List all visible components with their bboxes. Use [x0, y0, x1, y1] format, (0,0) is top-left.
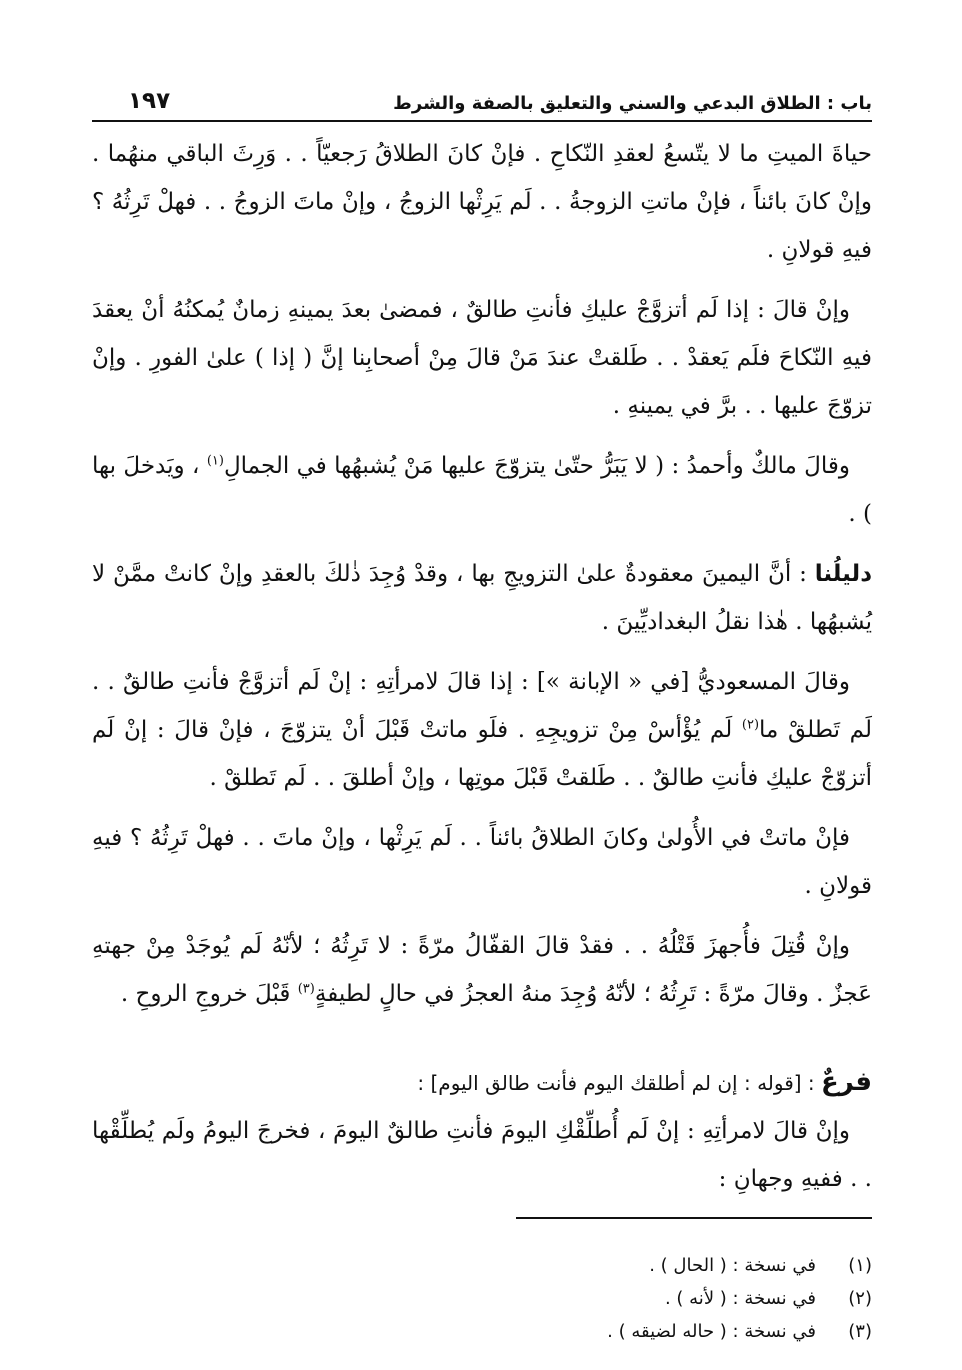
footnote-text: في نسخة : ( لأنه ) .: [664, 1288, 816, 1309]
footnote-ref-1[interactable]: (١): [206, 453, 224, 469]
book-page: [92, 84, 872, 1342]
paragraph-1: حياةَ الميتِ ما لا يتّسعُ لعقدِ النّكاحِ . فإنْ كانَ الطلاقُ رَجعيّاً . . وَرِثَ الباقي منهُما . وإنْ كانَ بائناً ، فإنْ ماتتِ الزوجةُ . . لَم يَرِثْها الزوجُ ، وإنْ ماتَ الزوجُ . . فهلْ تَرِثُهُ ؟ فيهِ قولانِ .: [92, 141, 872, 263]
paragraph-3-tail: ، ويَدخلَ بها ) .: [92, 453, 872, 527]
footnotes: [92, 1249, 872, 1348]
header-rule: [92, 120, 872, 122]
running-header: [92, 84, 872, 118]
paragraph-7-tail: قَبْلَ خروجِ الروحِ .: [120, 981, 298, 1007]
paragraph-4: [92, 550, 872, 646]
running-title: باب : الطلاق البدعي والسني والتعليق بالصفة والشرط: [393, 93, 872, 114]
footnote-separator: [516, 1217, 872, 1219]
footnote-2: [92, 1282, 872, 1315]
paragraph-5: [92, 658, 872, 802]
paragraph-6: فإنْ ماتتْ في الأُولىٰ وكانَ الطلاقُ بائناً . . لَم يَرِثْها ، وإنْ ماتَ . . فهلْ تَرِثُهُ ؟ فيهِ قولانِ .: [92, 825, 872, 899]
footnote-ref-2[interactable]: (٢): [741, 717, 760, 733]
footnote-3: [92, 1315, 872, 1348]
paragraph-5-text: وقالَ المسعوديُّ [في « الإبانة »] : إذا قالَ لامرأتِهِ : إنْ لَم أتزوَّجْ فأنتِ طالقٌ . . لَم تَطلقْ ما: [92, 669, 872, 743]
footnote-ref-3[interactable]: (٣): [297, 981, 315, 997]
branch-gloss: : [قوله : إن لم أطلقك اليوم فأنت طالق اليوم] :: [417, 1071, 822, 1095]
paragraph-4-text: : أنَّ اليمينَ معقودةٌ علىٰ التزويجِ بها ، وقدْ وُجِدَ ذٰلكَ بالعقدِ وإنْ كانتْ ممَّنْ لا يُشبهُها . هٰذا نقلُ البغداديِّينَ .: [92, 561, 872, 635]
branch-heading: [92, 1058, 872, 1107]
footnote-number: (٢): [848, 1288, 872, 1309]
footnote-number: (٣): [848, 1321, 872, 1342]
branch-label: فرعٌ: [821, 1067, 872, 1097]
paragraph-5-tail: لَم يُؤْأسْ مِنْ تزويجِهِ . فلَو ماتتْ قَبْلَ أنْ يتزوّجَ ، فإنْ قالَ : إنْ لَم أتزوّجْ عليكِ فأنتِ طالقٌ . . طَلقتْ قَبْلَ موتِها ، وإنْ أطلقَ . . لَم تَطلقْ .: [92, 717, 872, 791]
page-number: ١٩٧: [128, 88, 171, 114]
paragraph-8: وإنْ قالَ لامرأتِهِ : إنْ لَم أُطلِّقْكِ اليومَ فأنتِ طالقٌ اليومَ ، فخرجَ اليومُ ولَم يُطلِّقْها . . ففيهِ وجهانِ :: [92, 1118, 872, 1192]
paragraph-4-lead: دليلُنا: [814, 561, 872, 587]
footnote-text: في نسخة : ( حاله لضيقه ) .: [607, 1321, 816, 1342]
paragraph-3: [92, 442, 872, 538]
footnote-1: [92, 1249, 872, 1282]
paragraph-7: [92, 922, 872, 1018]
paragraph-3-text: وقالَ مالكٌ وأحمدُ : ( لا يَبَرُّ حتّىٰ يتزوّجَ عليها مَنْ يُشبهُها في الجمالِ: [223, 453, 850, 479]
paragraph-2: وإنْ قالَ : إذا لَم أتزوَّجْ عليكِ فأنتِ طالقٌ ، فمضىٰ بعدَ يمينهِ زمانٌ يُمكنُهُ أنْ يعقدَ فيهِ النّكاحَ فلَم يَعقدْ . . طَلقتْ عندَ مَنْ قالَ مِنْ أصحابِنا إنَّ ( إذا ) علىٰ الفورِ . وإنْ تزوّجَ عليها . . برَّ في يمينهِ .: [92, 297, 872, 419]
footnote-number: (١): [848, 1255, 872, 1276]
main-text: [92, 130, 872, 1203]
paragraph-7-text: وإنْ قُتِلَ فأُجهزَ قَتْلُهُ . . فقدْ قالَ القفّالُ مرّةً : لا تَرِثُهُ ؛ لأنّهُ لَم يُوجَدْ مِنْ جهتهِ عَجزٌ . وقالَ مرّةً : تَرِثُهُ ؛ لأنّهُ وُجِدَ منهُ العجزُ في حالٍ لطيفةٍ: [92, 933, 872, 1007]
footnote-text: في نسخة : ( الحال ) .: [649, 1255, 816, 1276]
